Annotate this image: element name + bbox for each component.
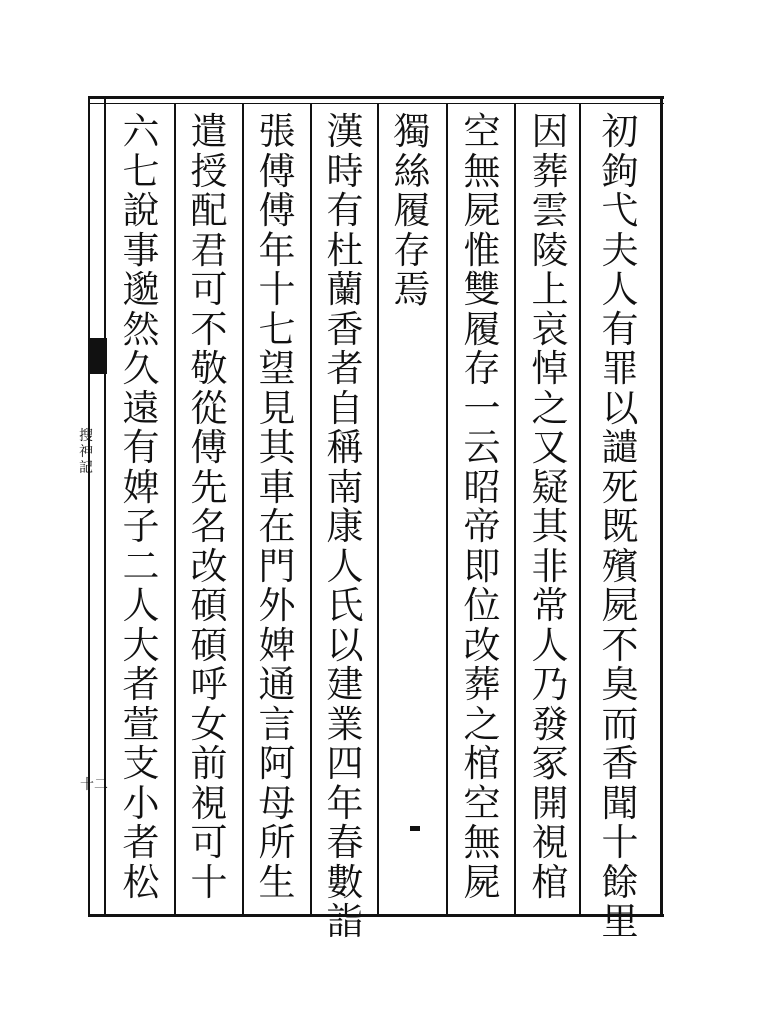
character: 春 <box>326 821 364 865</box>
character: 而 <box>601 702 639 746</box>
character: 譴 <box>601 426 639 470</box>
character: 授 <box>190 149 228 193</box>
character: 在 <box>258 505 296 549</box>
character: 陵 <box>531 228 569 272</box>
character: 傅 <box>258 149 296 193</box>
character: 碩 <box>190 584 228 628</box>
character: 氏 <box>326 584 364 628</box>
character: 久 <box>122 347 160 391</box>
character: 傅 <box>258 189 296 233</box>
character: 十 <box>190 860 228 904</box>
character: 屍 <box>463 860 501 904</box>
character: 焉 <box>393 268 431 312</box>
character: 乃 <box>531 663 569 707</box>
character: 小 <box>122 781 160 825</box>
character: 常 <box>531 584 569 628</box>
character: 杜 <box>326 228 364 272</box>
text-column-7 <box>181 112 237 902</box>
character: 人 <box>601 268 639 312</box>
character: 葬 <box>531 149 569 193</box>
character: 位 <box>463 584 501 628</box>
character: 人 <box>531 623 569 667</box>
character: 因 <box>531 110 569 154</box>
right-border <box>660 96 663 917</box>
character: 存 <box>393 228 431 272</box>
character: 發 <box>531 702 569 746</box>
margin-character: 記 <box>79 460 93 476</box>
character: 婢 <box>122 465 160 509</box>
character: 松 <box>122 860 160 904</box>
character: 詣 <box>326 900 364 944</box>
character: 遣 <box>190 110 228 154</box>
character: 漢 <box>326 110 364 154</box>
character: 子 <box>122 505 160 549</box>
column-divider <box>310 104 312 914</box>
column-divider <box>242 104 244 914</box>
character: 香 <box>601 742 639 786</box>
character: 葬 <box>463 663 501 707</box>
character: 者 <box>122 663 160 707</box>
character: 見 <box>258 386 296 430</box>
character: 一 <box>463 386 501 430</box>
character: 四 <box>326 742 364 786</box>
character: 冢 <box>531 742 569 786</box>
text-column-2 <box>522 112 578 902</box>
character: 婢 <box>258 623 296 667</box>
character: 萱 <box>122 702 160 746</box>
character: 南 <box>326 465 364 509</box>
character: 悼 <box>531 347 569 391</box>
character: 女 <box>190 702 228 746</box>
character: 君 <box>190 228 228 272</box>
text-column-6 <box>249 112 305 902</box>
character: 言 <box>258 702 296 746</box>
character: 數 <box>326 860 364 904</box>
character: 說 <box>122 189 160 233</box>
character: 改 <box>190 544 228 588</box>
text-column-4 <box>384 112 440 310</box>
character: 所 <box>258 821 296 865</box>
character: 七 <box>258 307 296 351</box>
character: 棺 <box>463 742 501 786</box>
fish-tail-mark <box>89 338 107 374</box>
character: 邈 <box>122 268 160 312</box>
character: 其 <box>531 505 569 549</box>
character: 惟 <box>463 228 501 272</box>
character: 昭 <box>463 465 501 509</box>
character: 二 <box>122 544 160 588</box>
column-divider <box>579 104 581 914</box>
character: 蘭 <box>326 268 364 312</box>
character: 呼 <box>190 663 228 707</box>
character: 之 <box>463 702 501 746</box>
character: 餘 <box>601 860 639 904</box>
character: 香 <box>326 307 364 351</box>
character: 張 <box>258 110 296 154</box>
character: 生 <box>258 860 296 904</box>
character: 七 <box>122 149 160 193</box>
character: 碩 <box>190 623 228 667</box>
folio-number: 十二 <box>80 777 108 793</box>
column-divider <box>514 104 516 914</box>
character: 聞 <box>601 781 639 825</box>
character: 履 <box>393 189 431 233</box>
margin-character: 搜 <box>79 428 93 444</box>
character: 大 <box>122 623 160 667</box>
character: 屍 <box>601 584 639 628</box>
character: 遠 <box>122 386 160 430</box>
text-column-1 <box>592 112 648 942</box>
text-column-3 <box>454 112 510 902</box>
character: 阿 <box>258 742 296 786</box>
margin-character: 神 <box>79 444 93 460</box>
character: 可 <box>190 268 228 312</box>
character: 業 <box>326 702 364 746</box>
character: 配 <box>190 189 228 233</box>
character: 人 <box>122 584 160 628</box>
column-divider <box>174 104 176 914</box>
character: 可 <box>190 821 228 865</box>
character: 先 <box>190 465 228 509</box>
character: 哀 <box>531 307 569 351</box>
character: 有 <box>122 426 160 470</box>
text-column-8 <box>113 112 169 902</box>
character: 雙 <box>463 268 501 312</box>
character: 疑 <box>531 465 569 509</box>
character: 時 <box>326 149 364 193</box>
character: 年 <box>326 781 364 825</box>
character: 鉤 <box>601 149 639 193</box>
character: 年 <box>258 228 296 272</box>
character: 殯 <box>601 544 639 588</box>
character: 名 <box>190 505 228 549</box>
character: 不 <box>601 623 639 667</box>
character: 罪 <box>601 347 639 391</box>
character: 有 <box>326 189 364 233</box>
character: 履 <box>463 307 501 351</box>
character: 夫 <box>601 228 639 272</box>
character: 敬 <box>190 347 228 391</box>
character: 無 <box>463 821 501 865</box>
character: 事 <box>122 228 160 272</box>
margin-title <box>78 428 94 476</box>
character: 又 <box>531 426 569 470</box>
character: 云 <box>463 426 501 470</box>
character: 即 <box>463 544 501 588</box>
character: 改 <box>463 623 501 667</box>
character: 既 <box>601 505 639 549</box>
character: 傅 <box>190 426 228 470</box>
character: 上 <box>531 268 569 312</box>
character: 非 <box>531 544 569 588</box>
character: 臭 <box>601 663 639 707</box>
character: 母 <box>258 781 296 825</box>
column-divider <box>377 104 379 914</box>
character: 視 <box>190 781 228 825</box>
character: 十 <box>258 268 296 312</box>
character: 屍 <box>463 189 501 233</box>
character: 者 <box>326 347 364 391</box>
character: 人 <box>326 544 364 588</box>
character: 門 <box>258 544 296 588</box>
character: 存 <box>463 347 501 391</box>
character: 以 <box>326 623 364 667</box>
character: 以 <box>601 386 639 430</box>
character: 然 <box>122 307 160 351</box>
column-divider <box>446 104 448 914</box>
character: 絲 <box>393 149 431 193</box>
character: 從 <box>190 386 228 430</box>
character: 棺 <box>531 860 569 904</box>
character: 開 <box>531 781 569 825</box>
character: 其 <box>258 426 296 470</box>
character: 空 <box>463 110 501 154</box>
character: 有 <box>601 307 639 351</box>
character: 里 <box>601 900 639 944</box>
character: 六 <box>122 110 160 154</box>
top-border <box>88 96 664 99</box>
character: 稱 <box>326 426 364 470</box>
character: 建 <box>326 663 364 707</box>
character: 前 <box>190 742 228 786</box>
character: 初 <box>601 110 639 154</box>
character: 不 <box>190 307 228 351</box>
character: 十 <box>601 821 639 865</box>
character: 車 <box>258 465 296 509</box>
character: 通 <box>258 663 296 707</box>
character: 之 <box>531 386 569 430</box>
character: 支 <box>122 742 160 786</box>
character: 望 <box>258 347 296 391</box>
character: 雲 <box>531 189 569 233</box>
punctuation-mark <box>410 826 420 831</box>
bottom-border <box>88 914 664 917</box>
character: 空 <box>463 781 501 825</box>
character: 獨 <box>393 110 431 154</box>
character: 弋 <box>601 189 639 233</box>
character: 死 <box>601 465 639 509</box>
character: 者 <box>122 821 160 865</box>
character: 帝 <box>463 505 501 549</box>
character: 外 <box>258 584 296 628</box>
character: 無 <box>463 149 501 193</box>
text-column-5 <box>317 112 373 942</box>
character: 自 <box>326 386 364 430</box>
character: 視 <box>531 821 569 865</box>
character: 康 <box>326 505 364 549</box>
